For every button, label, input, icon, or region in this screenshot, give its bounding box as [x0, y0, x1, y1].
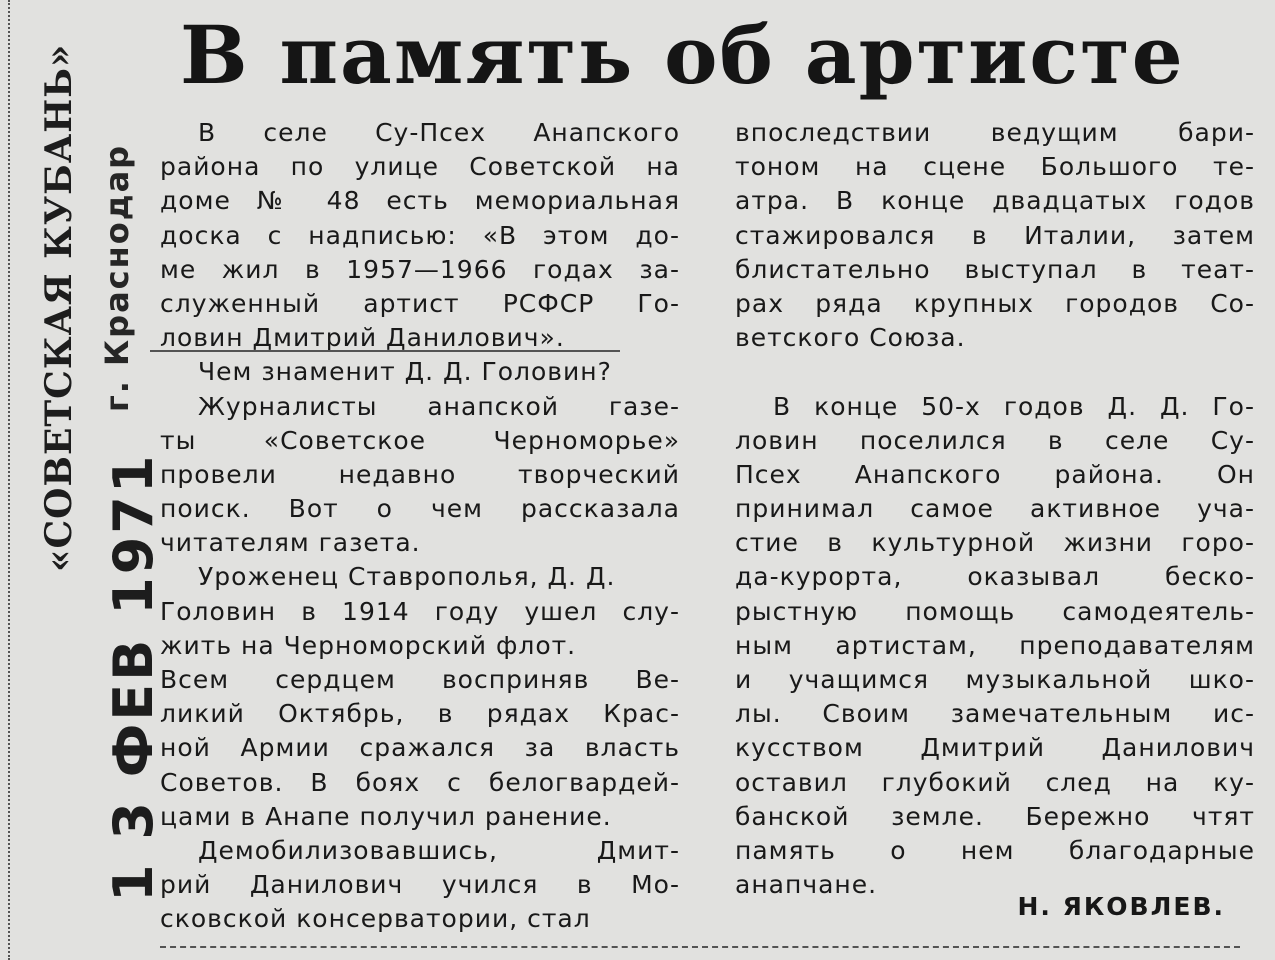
article-text-line: служенный артист РСФСР Го-	[160, 288, 680, 318]
article-text-line: Советов. В боях с белогвардей-	[160, 767, 680, 797]
article-text-line: да-курорта, оказывал беско-	[735, 562, 1255, 592]
article-headline: В память об артисте	[180, 8, 1185, 102]
article-text-line: атра. В конце двадцатых годов	[735, 186, 1255, 216]
article-text-line: Уроженец Ставрополья, Д. Д.	[198, 562, 616, 592]
article-text-line: доска с надписью: «В этом до-	[160, 220, 680, 250]
article-text-line: ликий Октябрь, в рядах Крас-	[160, 699, 680, 729]
article-text-line: ловин поселился в селе Су-	[735, 425, 1255, 455]
article-text-line: Псех Анапского района. Он	[735, 459, 1255, 489]
source-stamp-text: «СОВЕТСКАЯ КУБАНЬ»	[38, 43, 80, 572]
article-text-line: кусством Дмитрий Данилович	[735, 733, 1255, 763]
bottom-cut-line	[160, 946, 1240, 948]
article-text-line: память о нем благодарные	[735, 835, 1255, 865]
date-stamp-text: 1 3 ФЕВ 1971	[102, 452, 165, 902]
article-text-line: ным артистам, преподавателям	[735, 630, 1255, 660]
article-text-line: оставил глубокий след на ку-	[735, 767, 1255, 797]
article-text-line: ме жил в 1957—1966 годах за-	[160, 254, 680, 284]
pen-underline-mark	[150, 350, 620, 352]
article-right-column	[735, 116, 1255, 902]
article-text-line: рах ряда крупных городов Со-	[735, 288, 1255, 318]
article-text-line: банской земле. Бережно чтят	[735, 801, 1255, 831]
article-text-line: Всем сердцем восприняв Ве-	[160, 665, 680, 694]
article-text-line: Журналисты анапской газе-	[198, 391, 680, 421]
article-text-line: ты «Советское Черноморье»	[160, 425, 680, 455]
article-text-line: читателям газета.	[160, 528, 421, 558]
article-text-line: провели недавно творческий	[160, 459, 680, 489]
article-text-line: принимал самое активное уча-	[735, 494, 1255, 524]
article-text-line: сковской консерватории, стал	[160, 904, 591, 934]
article-text-line: ной Армии сражался за власть	[160, 733, 680, 763]
article-text-line: ловин Дмитрий Данилович».	[160, 323, 565, 353]
source-stamp	[30, 20, 90, 580]
article-text-line: стие в культурной жизни горо-	[735, 528, 1255, 558]
article-text-line	[735, 355, 1255, 389]
article-left-column	[160, 116, 680, 937]
article-text-line: доме № 48 есть мемориальная	[160, 186, 680, 216]
author-signature: Н. ЯКОВЛЕВ.	[1017, 892, 1225, 921]
city-stamp	[92, 143, 142, 480]
article-text-line: поиск. Вот о чем рассказала	[160, 494, 680, 524]
article-text-line: лы. Своим замечательным ис-	[735, 699, 1255, 729]
city-stamp-text: г. Краснодар	[98, 143, 136, 412]
article-text-line: рий Данилович учился в Мо-	[160, 870, 680, 900]
article-text-line: В конце 50-х годов Д. Д. Го-	[773, 391, 1255, 421]
article-text-line: тоном на сцене Большого те-	[735, 152, 1255, 182]
article-text-line: Демобилизовавшись, Дмит-	[198, 835, 680, 865]
article-text-line: В селе Су-Псех Анапского	[198, 118, 680, 147]
article-text-line: Чем знаменит Д. Д. Головин?	[198, 357, 612, 387]
article-text-line: района по улице Советской на	[160, 152, 680, 182]
article-text-line: рыстную помощь самодеятель-	[735, 596, 1255, 626]
cut-edge-line	[8, 0, 10, 960]
date-stamp	[98, 452, 168, 910]
article-text-line: анапчане.	[735, 870, 878, 900]
article-text-line: впоследствии ведущим бари-	[735, 118, 1255, 147]
article-text-line: цами в Анапе получил ранение.	[160, 801, 612, 831]
article-text-line: Головин в 1914 году ушел слу-	[160, 596, 680, 626]
article-text-line: жить на Черноморский флот.	[160, 630, 577, 660]
article-text-line: и учащимся музыкальной шко-	[735, 665, 1255, 694]
article-text-line: блистательно выступал в теат-	[735, 254, 1255, 284]
article-text-line: ветского Союза.	[735, 323, 966, 353]
article-text-line: стажировался в Италии, затем	[735, 220, 1255, 250]
